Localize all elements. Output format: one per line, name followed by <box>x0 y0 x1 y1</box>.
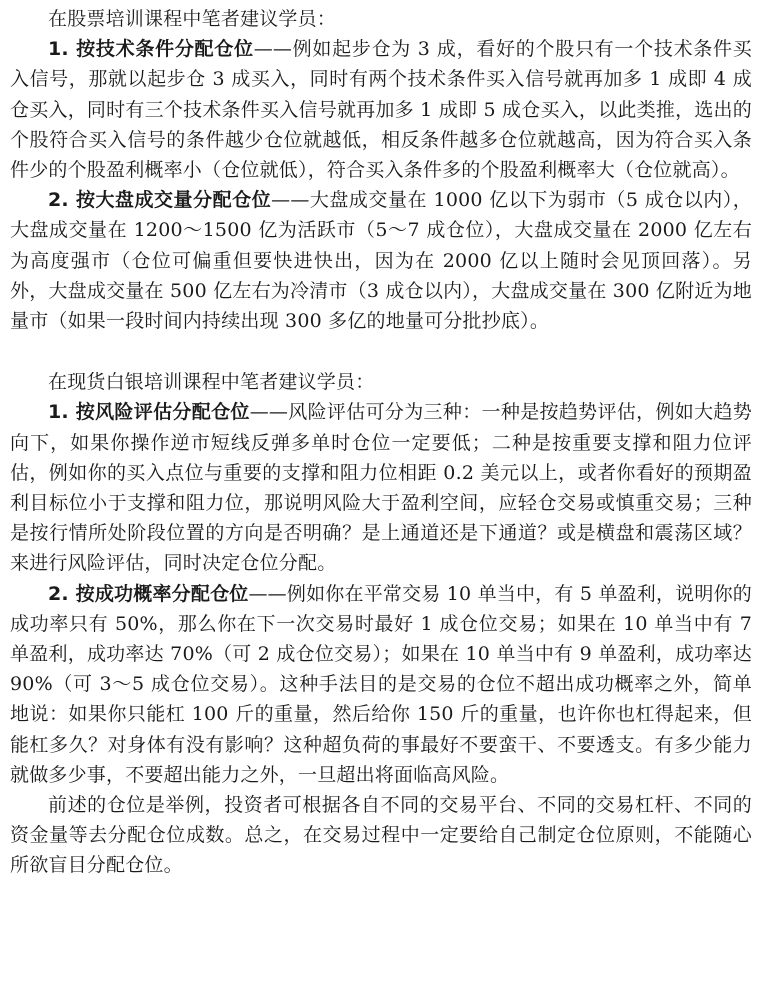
conclusion-paragraph: 前述的仓位是举例，投资者可根据各自不同的交易平台、不同的交易杠杆、不同的资金量等去分配仓位成数。总之，在交易过程中一定要给自己制定仓位原则，不能随心所欲盲目分配仓位。 <box>10 794 752 877</box>
stock-section-intro: 在股票培训课程中笔者建议学员： <box>48 8 337 30</box>
item-body: ——例如你在平常交易 10 单当中，有 5 单盈利，说明你的成功率只有 50%，那么你在下一次交易时最好 1 成仓位交易；如果在 10 单当中有 7 单盈利，成功率达 70%（可 2 成仓位交易）；如果在 10 单当中有 9 单盈利，成功率达 90%（可 3～5 成仓位交易）。这种手法目的是交易的仓位不超出成功概率之外，简单地说：如果你只能杠 100 斤的重量，然后给你 150 斤的重量，也许你也杠得起来，但能杠多久？对身体有没有影响？这种超负荷的事最好不要蛮干、不要透支。有多少能力就做多少事，不要超出能力之外，一旦超出将面临高风险。 <box>10 582 752 786</box>
document-page <box>10 4 752 881</box>
stock-item-technical-conditions <box>10 34 752 185</box>
item-heading: 1. 按风险评估分配仓位 <box>48 401 250 424</box>
silver-item-risk-assessment <box>10 397 752 578</box>
stock-item-market-volume <box>10 185 752 336</box>
item-body: ——例如起步仓为 3 成，看好的个股只有一个技术条件买入信号，那就以起步仓 3 成买入，同时有两个技术条件买入信号就再加多 1 成即 4 成仓买入，同时有三个技术条件买入信号就再加多 1 成即 5 成仓买入，以此类推，选出的个股符合买入信号的条件越少仓位就越低，相反条件越多仓位就越高，因为符合买入条件少的个股盈利概率小（仓位就低），符合买入条件多的个股盈利概率大（仓位就高）。 <box>10 38 752 182</box>
item-heading: 2. 按大盘成交量分配仓位 <box>48 189 272 212</box>
item-heading: 2. 按成功概率分配仓位 <box>48 582 249 605</box>
item-body: ——风险评估可分为三种：一种是按趋势评估，例如大趋势向下，如果你操作逆市短线反弹多单时仓位一定要低；二种是按重要支撑和阻力位评估，例如你的买入点位与重要的支撑和阻力位相距 0.2 美元以上，或者你看好的预期盈利目标位小于支撑和阻力位，那说明风险大于盈利空间，应轻仓交易或慎重交易；三种是按行情所处阶段位置的方向是否明确？是上通道还是下通道？或是横盘和震荡区域？来进行风险评估，同时决定仓位分配。 <box>10 401 752 575</box>
silver-section-intro: 在现货白银培训课程中笔者建议学员： <box>48 371 375 394</box>
item-heading: 1. 按技术条件分配仓位 <box>48 38 254 61</box>
silver-item-success-probability <box>10 579 752 790</box>
item-body: ——大盘成交量在 1000 亿以下为弱市（5 成仓以内），大盘成交量在 1200～1500 亿为活跃市（5～7 成仓位），大盘成交量在 2000 亿左右为高度强市（仓位可偏重但要快进快出，因为在 2000 亿以上随时会见顶回落）。另外，大盘成交量在 500 亿左右为冷清市（3 成仓以内），大盘成交量在 300 亿附近为地量市（如果一段时间内持续出现 300 多亿的地量可分批抄底）。 <box>10 189 752 333</box>
section-spacer <box>10 336 752 367</box>
